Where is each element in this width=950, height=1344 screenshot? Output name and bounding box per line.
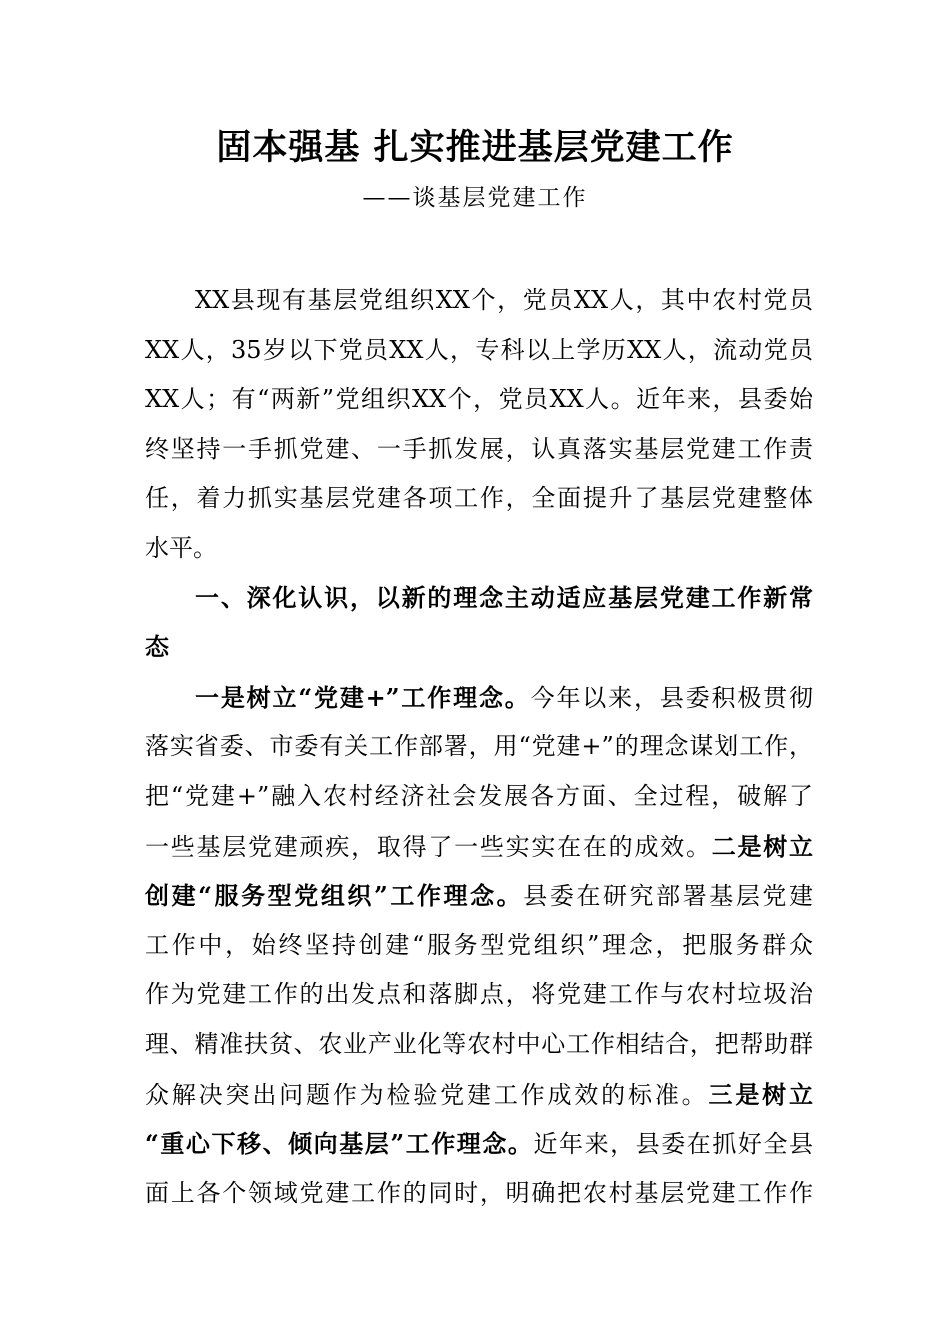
intro-line: 水平。 — [145, 533, 217, 562]
paragraph-line: 理、精准扶贫、农业产业化等农村中心工作相结合，把帮助群 — [145, 1029, 813, 1058]
point-heading: “重心下移、倾向基层”工作理念。 — [145, 1129, 534, 1159]
paragraph-line — [145, 1070, 813, 1120]
paragraph-line — [145, 1119, 813, 1169]
paragraph-text: 众解决突出问题作为检验党建工作成效的标准。 — [145, 1080, 709, 1109]
paragraph-line — [145, 871, 813, 921]
intro-line: XX人，35岁以下党员XX人，专科以上学历XX人，流动党员 — [145, 335, 813, 364]
point-heading: 一是树立“党建+”工作理念。 — [195, 682, 531, 712]
intro-line: XX人；有“两新”党组织XX个，党员XX人。近年来，县委始 — [145, 385, 813, 414]
document-title: 固本强基 扎实推进基层党建工作 — [216, 127, 734, 168]
paragraph-text: 一些基层党建顽疾，取得了一些实实在在的成效。 — [145, 832, 712, 861]
paragraph-text: 县委在研究部署基层党建 — [523, 882, 814, 911]
point-heading: 创建“服务型党组织”工作理念。 — [145, 881, 524, 911]
section-heading: 一、深化认识，以新的理念主动适应基层党建工作新常 — [195, 583, 813, 612]
paragraph-line: 落实省委、市委有关工作部署，用“党建+”的理念谋划工作， — [145, 732, 813, 761]
point-heading: 二是树立 — [711, 831, 813, 861]
paragraph-text: 近年来，县委在抓好全县 — [533, 1130, 814, 1159]
intro-line: 任，着力抓实基层党建各项工作，全面提升了基层党建整体 — [145, 484, 813, 513]
document-subtitle: ——谈基层党建工作 — [362, 185, 588, 211]
intro-line: 终坚持一手抓党建、一手抓发展，认真落实基层党建工作责 — [145, 434, 813, 463]
section-heading: 态 — [145, 633, 169, 662]
paragraph-line — [145, 673, 813, 723]
point-heading: 三是树立 — [708, 1079, 813, 1109]
intro-line: XX县现有基层党组织XX个，党员XX人，其中农村党员 — [195, 286, 813, 314]
paragraph-line: 把“党建+”融入农村经济社会发展各方面、全过程，破解了 — [145, 781, 813, 810]
paragraph-line: 面上各个领域党建工作的同时，明确把农村基层党建工作作 — [145, 1178, 813, 1207]
paragraph-line: 作为党建工作的出发点和落脚点，将党建工作与农村垃圾治 — [145, 980, 813, 1009]
paragraph-text: 今年以来，县委积极贯彻 — [530, 683, 814, 712]
document-body — [145, 276, 813, 1218]
paragraph-line — [145, 822, 813, 872]
paragraph-line: 工作中，始终坚持创建“服务型党组织”理念，把服务群众 — [145, 930, 813, 959]
